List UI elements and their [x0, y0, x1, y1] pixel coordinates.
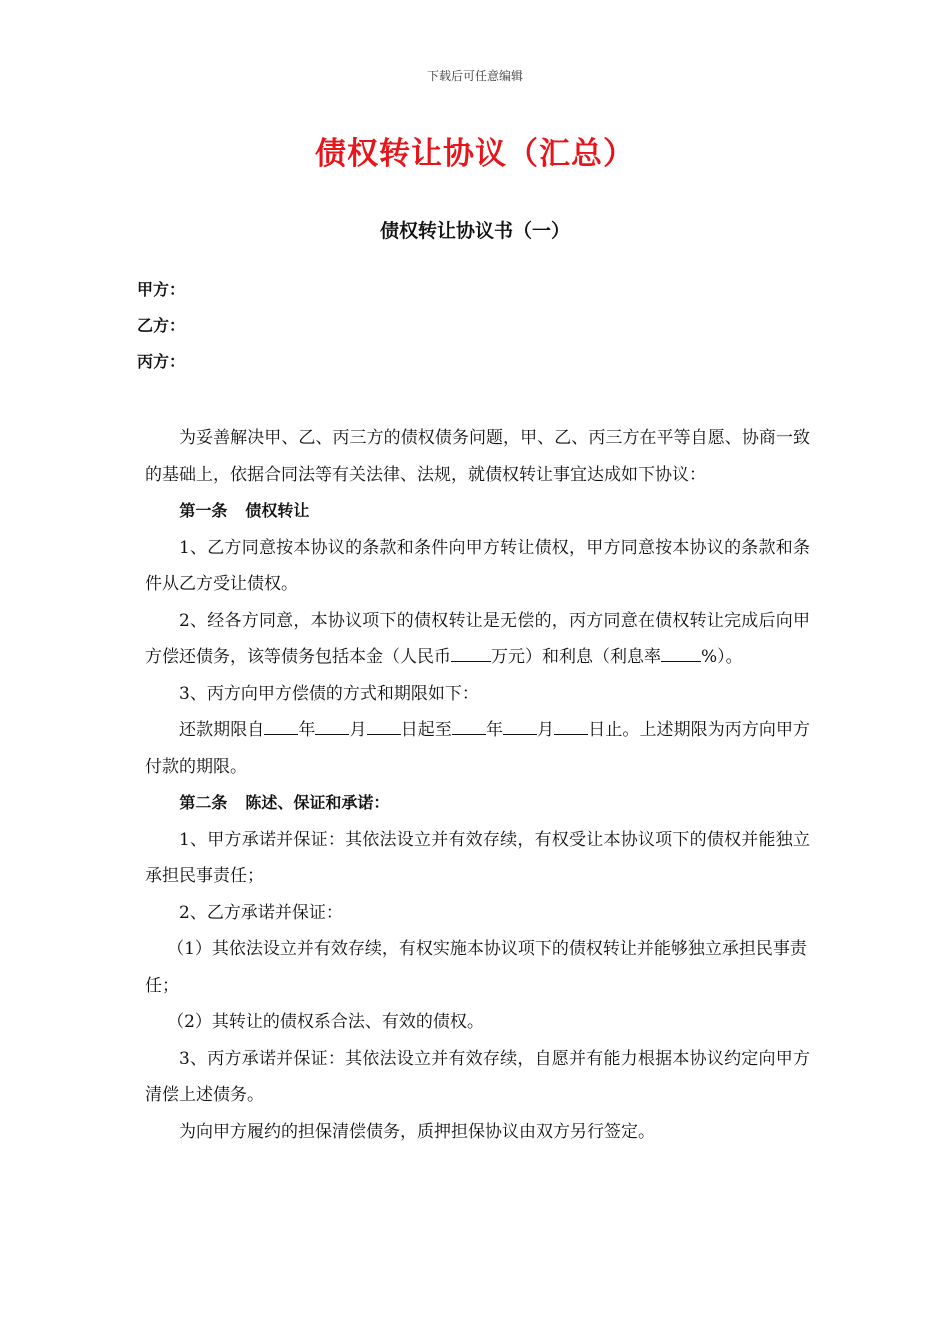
article-1-item-2-text-b: 万元）和利息（利息率	[491, 647, 661, 667]
article-1-item-2-text-a: 2、经各方同意，本协议项下的债权转让是无偿的，丙方同意在债权转让完成后向甲方偿还债务，该等债务包括本金（人民币	[145, 610, 810, 667]
end-day-blank	[554, 716, 588, 735]
end-year-blank	[452, 716, 486, 735]
start-day-blank	[367, 716, 401, 735]
article-1-item-2	[145, 603, 810, 676]
article-1-item-3: 3、丙方向甲方偿债的方式和期限如下：	[179, 683, 479, 704]
article-2-number: 第二条	[179, 793, 228, 812]
term-year-label: 年	[298, 720, 316, 740]
term-month-label-2: 月	[537, 720, 555, 740]
term-prefix: 还款期限自	[179, 720, 265, 740]
start-month-blank	[315, 716, 349, 735]
article-2-item-3: 3、丙方承诺并保证：其依法设立并有效存续，自愿并有能力根据本协议约定向甲方清偿上述债务。	[145, 1048, 810, 1105]
article-2-heading	[145, 785, 810, 822]
repayment-term	[145, 712, 810, 785]
term-day-to-text: 日止。上述期限为丙方向甲方付款的期限。	[145, 720, 811, 777]
end-month-blank	[503, 716, 537, 735]
article-2-item-2-2: （2）其转让的债权系合法、有效的债权。	[167, 1012, 484, 1032]
parties-block	[137, 278, 185, 386]
main-title: 债权转让协议（汇总）	[315, 136, 635, 172]
article-1-heading	[145, 493, 810, 530]
sub-title: 债权转让协议书（一）	[379, 220, 570, 242]
term-day-from-label: 日起至	[400, 720, 452, 740]
principal-amount-blank	[451, 643, 491, 662]
header-note: 下载后可任意编辑	[426, 69, 523, 83]
term-year-label-2: 年	[485, 720, 504, 740]
intro-paragraph: 为妥善解决甲、乙、丙三方的债权债务问题，甲、乙、丙三方在平等自愿、协商一致的基础上，依据合同法等有关法律、法规，就债权转让事宜达成如下协议：	[145, 428, 810, 485]
interest-rate-blank	[661, 643, 701, 662]
party-c: 丙方：	[137, 352, 186, 371]
term-month-label: 月	[349, 720, 367, 740]
article-2-item-2: 2、乙方承诺并保证：	[179, 902, 343, 923]
start-year-blank	[264, 716, 298, 735]
party-b: 乙方：	[137, 316, 186, 335]
agreement-body	[145, 420, 810, 1150]
article-1-item-2-text-c: %）。	[701, 647, 743, 667]
article-2-item-2-1: （1）其依法设立并有效存续，有权实施本协议项下的债权转让并能够独立承担民事责任；	[145, 939, 807, 996]
article-1-item-1: 1、乙方同意按本协议的条款和条件向甲方转让债权，甲方同意按本协议的条款和条件从乙方受让债权。	[145, 537, 810, 594]
article-1-title: 债权转让	[245, 501, 310, 520]
article-2-item-1: 1、甲方承诺并保证：其依法设立并有效存续，有权受让本协议项下的债权并能独立承担民事责任；	[145, 829, 810, 886]
party-a: 甲方：	[137, 280, 186, 299]
article-2-title: 陈述、保证和承诺：	[245, 793, 390, 812]
article-1-number: 第一条	[179, 501, 228, 520]
guarantee-paragraph: 为向甲方履约的担保清偿债务，质押担保协议由双方另行签定。	[179, 1121, 655, 1142]
